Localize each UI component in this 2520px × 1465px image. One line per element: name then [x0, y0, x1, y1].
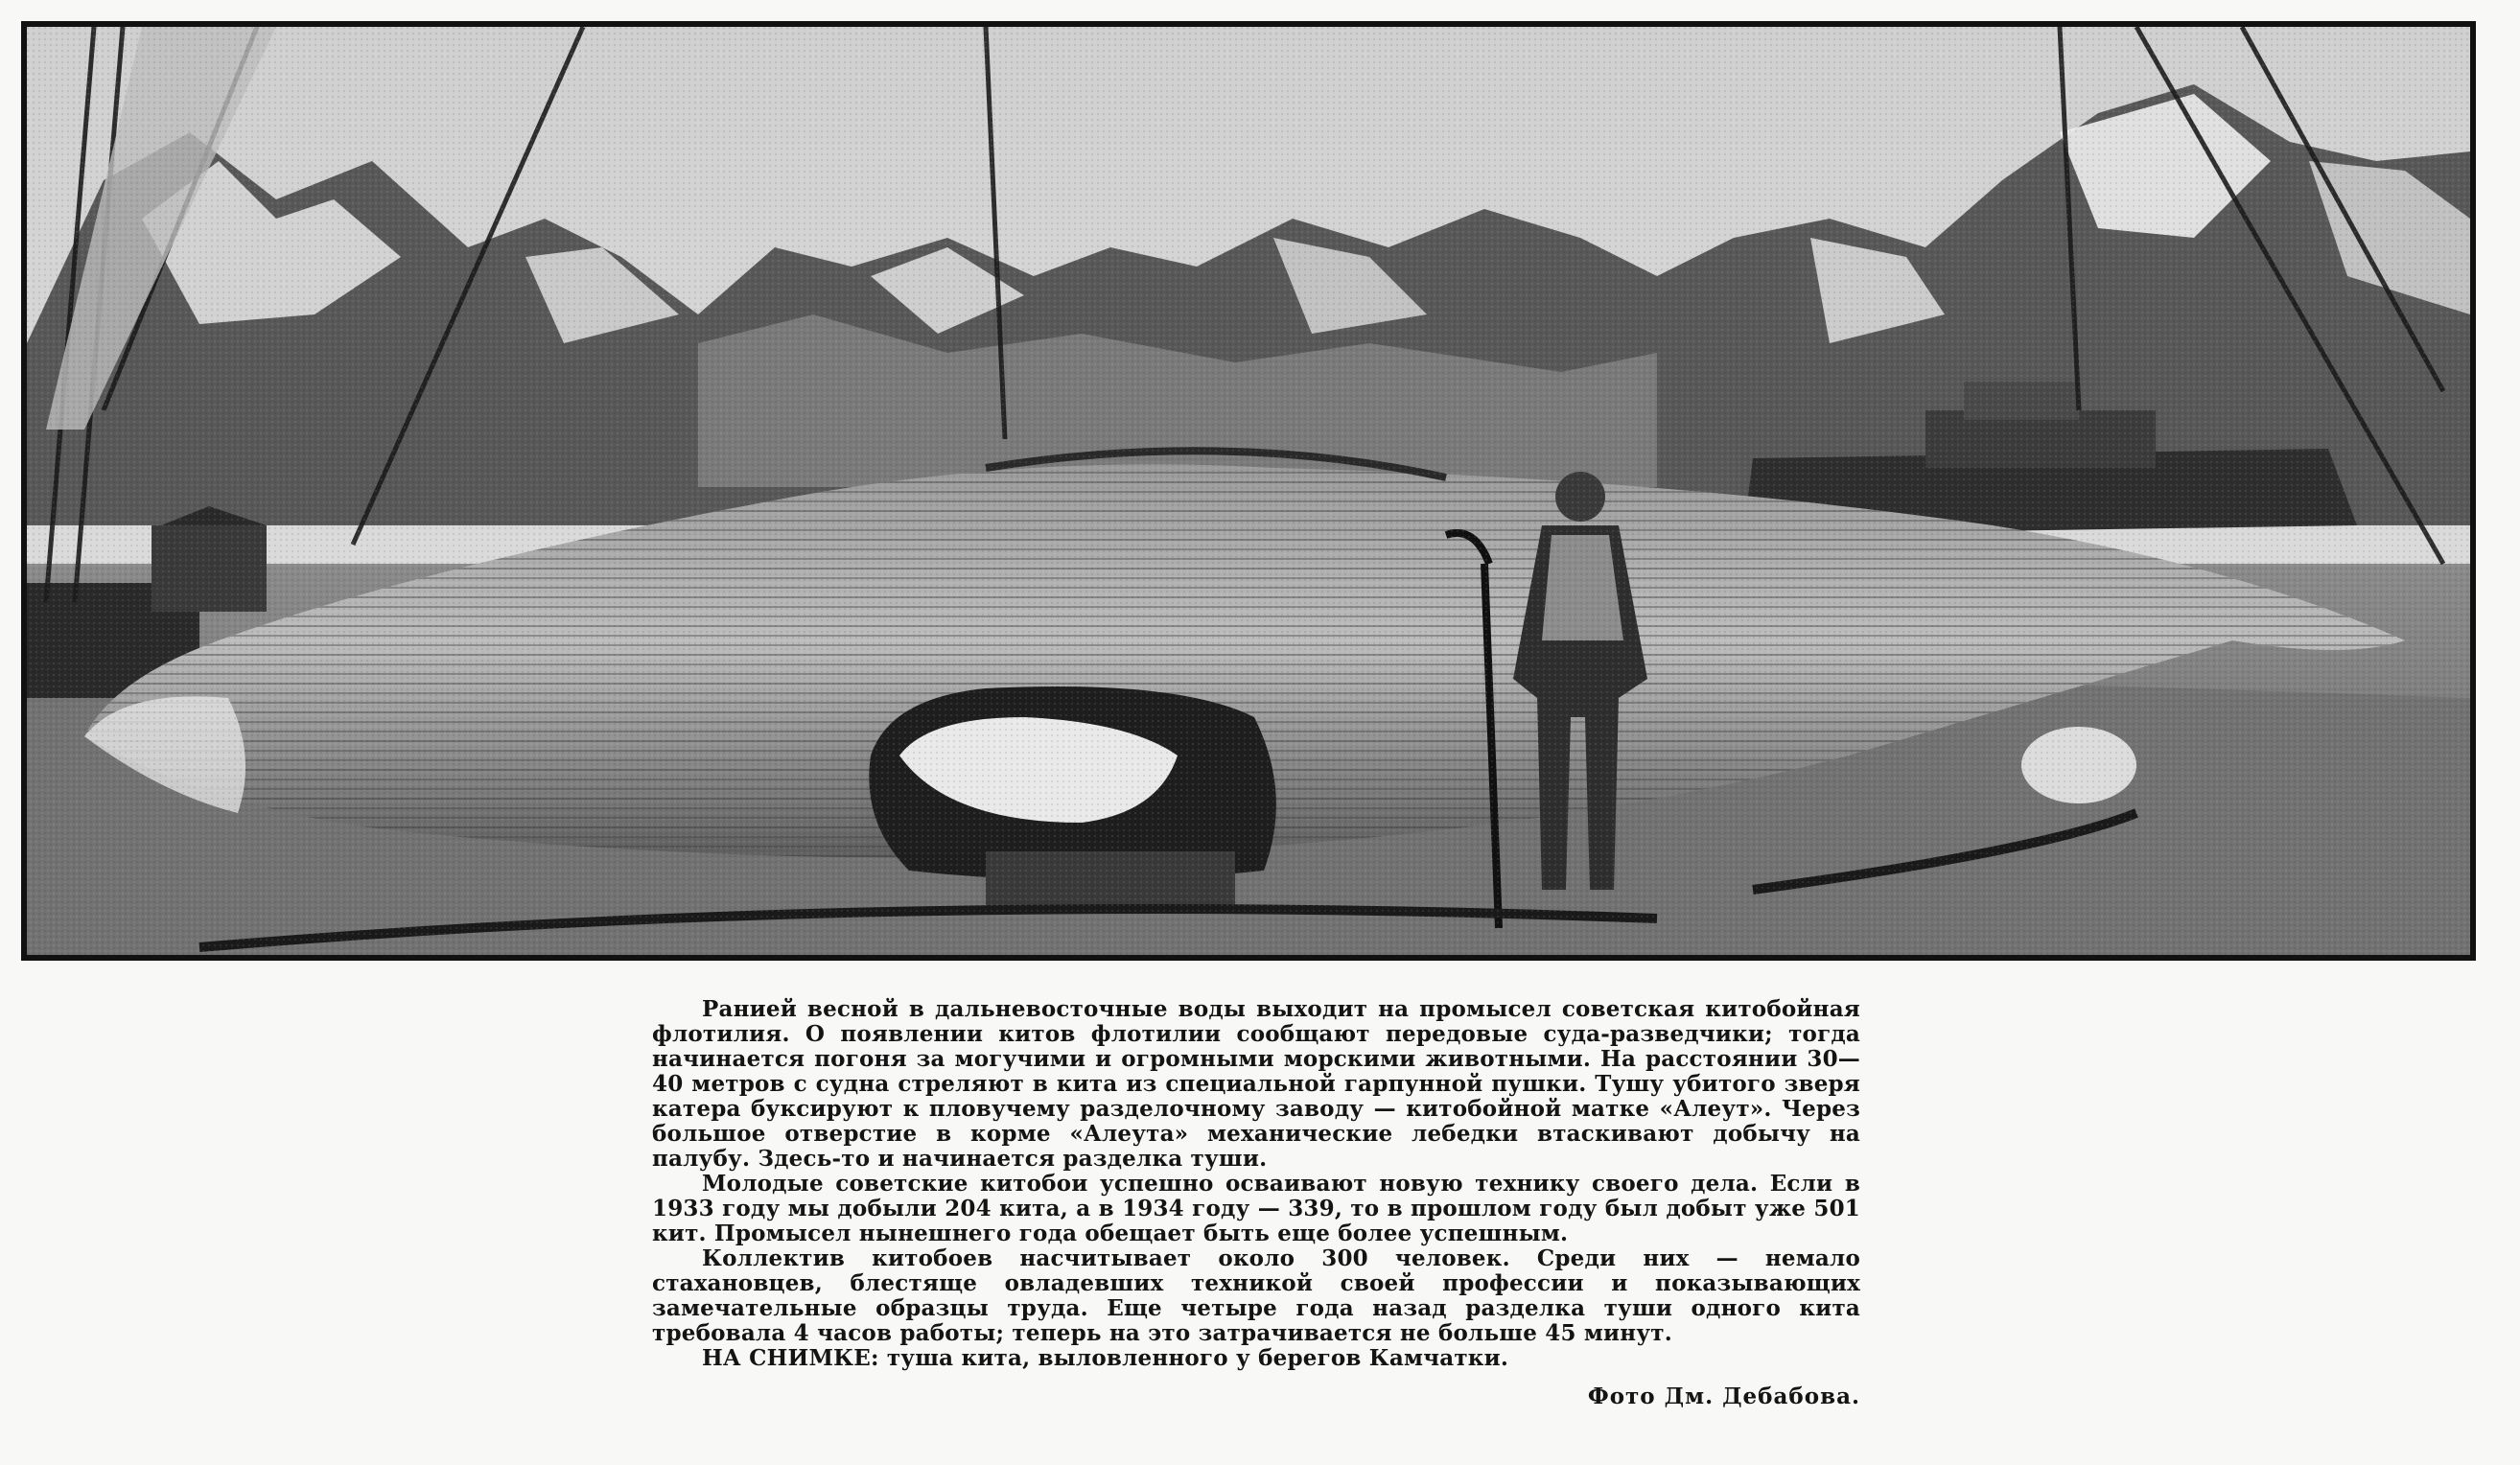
caption-paragraph-2: Молодые советские китобои успешно осваивают новую технику своего дела. Если в 1933 году мы добыли 204 кита, а в 1934 году — 339, то в прошлом году был добыт уже 501 кит. Промысел нынешнего года обещает быть еще более успешным.: [652, 1171, 1860, 1246]
whale-photo-illustration: [27, 27, 2470, 955]
photo-caption: [652, 997, 1860, 1409]
whale-photo: [21, 21, 2476, 961]
caption-paragraph-3: Коллектив китобоев насчитывает около 300 человек. Среди них — немало стахановцев, блестяще овладевших техникой своей профессии и показывающих замечательные образцы труда. Еще четыре года назад разделка туши одного кита требовала 4 часов работы; теперь на это затрачивается не больше 45 минут.: [652, 1245, 1860, 1346]
caption-paragraph-1: Ранией весной в дальневосточные воды выходит на промысел советская китобойная флотилия. О появлении китов флотилии сообщают передовые суда-разведчики; тогда начинается погоня за могучими и огромными морскими животными. На расстоянии 30—40 метров с судна стреляют в кита из специальной гарпунной пушки. Тушу убитого зверя катера буксируют к пловучему разделочному заводу — китобойной матке «Алеут». Через большое отверстие в корме «Алеута» механические лебедки втаскивают добычу на палубу. Здесь-то и начинается разделка туши.: [652, 996, 1860, 1172]
caption-photo-note: НА СНИМКЕ: туша кита, выловленного у берегов Камчатки.: [702, 1345, 1509, 1371]
photo-credit: Фото Дм. Дебабова.: [1587, 1384, 1860, 1409]
